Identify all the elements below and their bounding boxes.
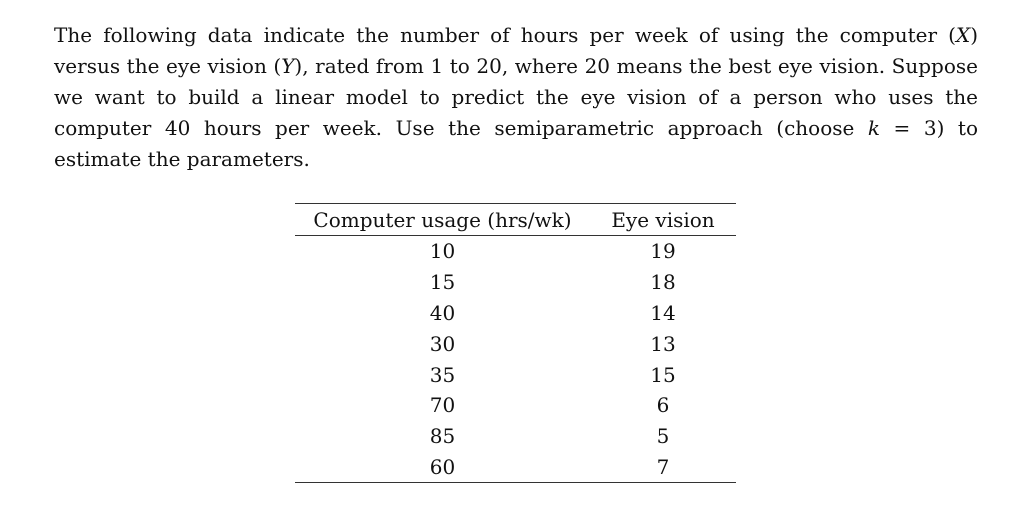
data-table	[295, 203, 736, 483]
table-cell-usage: 70	[429, 393, 456, 418]
table-cell-vision: 6	[656, 393, 670, 418]
problem-text-1: The following data indicate the number of hours per week of using the computer (	[54, 23, 956, 47]
table-cell-usage: 30	[429, 331, 456, 356]
table-row	[295, 390, 736, 421]
table-header-row	[295, 204, 736, 236]
problem-text-2: ) versus the eye vision (	[54, 23, 978, 78]
table-cell-vision: 13	[650, 331, 676, 356]
problem-text-4: = 3) to estimate the parameters.	[54, 116, 978, 171]
table-cell-usage: 35	[429, 362, 456, 387]
table-row	[295, 452, 736, 483]
table-row	[295, 267, 736, 298]
table-cell-vision: 15	[650, 362, 676, 387]
variable-x: X	[955, 23, 971, 47]
table-row	[295, 298, 736, 329]
column-header-computer-usage: Computer usage (hrs/wk)	[295, 204, 590, 236]
table-cell-usage: 10	[429, 239, 456, 264]
table-row	[295, 359, 736, 390]
table-cell-usage: 85	[429, 424, 456, 449]
table-row	[295, 328, 736, 359]
table-cell-vision: 5	[656, 424, 670, 449]
table-cell-vision: 19	[650, 239, 676, 264]
table-cell-usage: 40	[429, 300, 456, 325]
table-cell-usage: 15	[429, 270, 456, 295]
table-cell-vision: 7	[590, 452, 736, 483]
problem-text-3: ), rated from 1 to 20, where 20 means the best eye vision. Suppose we want to build a linear model to predict the eye vision of a person who uses the computer 40 hours per week. Use the semiparametric approach (choose	[54, 54, 978, 140]
table-row	[295, 421, 736, 452]
column-header-eye-vision: Eye vision	[590, 204, 736, 236]
table-cell-vision: 18	[650, 270, 676, 295]
table-cell-usage: 60	[295, 452, 590, 483]
variable-y: Y	[281, 54, 295, 78]
problem-statement	[54, 20, 978, 175]
variable-k: k	[867, 116, 880, 140]
table-row	[295, 236, 736, 267]
table-cell-vision: 14	[650, 300, 676, 325]
